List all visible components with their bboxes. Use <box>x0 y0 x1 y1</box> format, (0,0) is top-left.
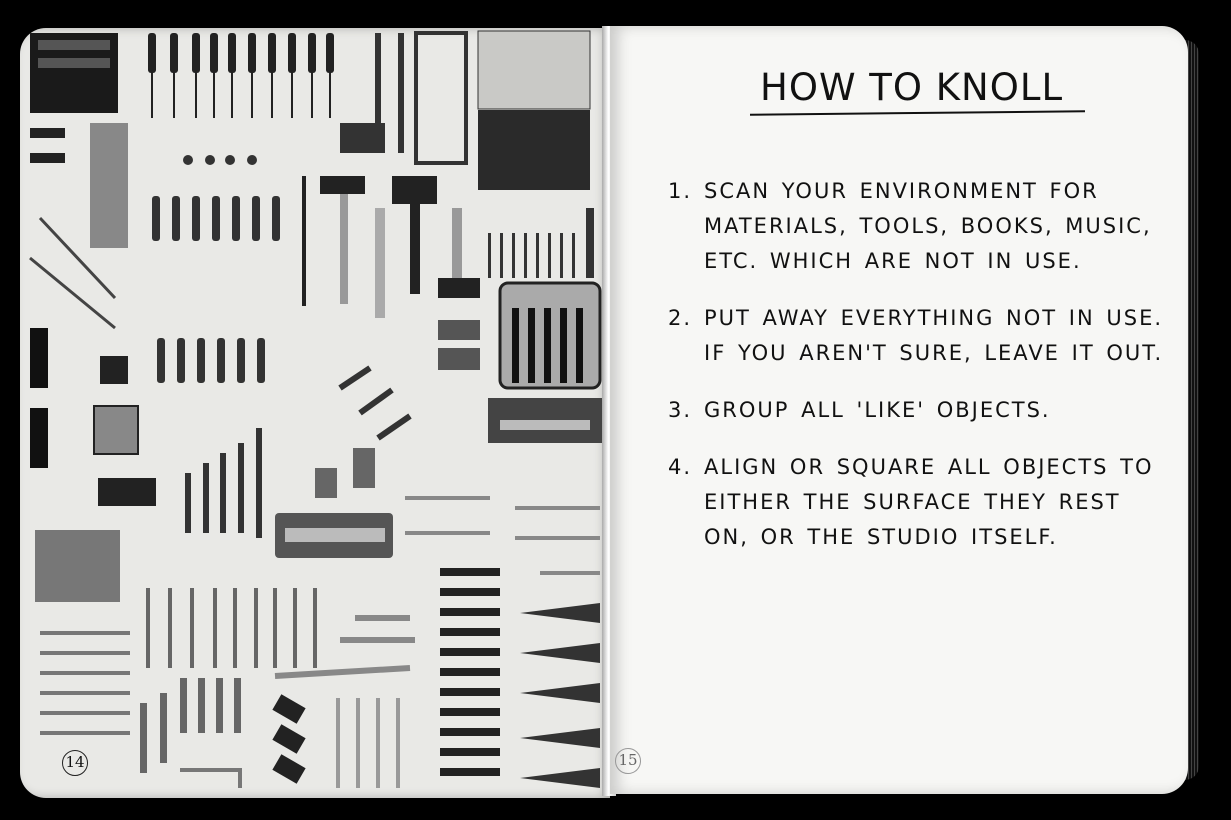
step-item <box>668 174 1168 279</box>
right-page-notes <box>610 26 1188 794</box>
step-text: GROUP ALL 'LIKE' OBJECTS. <box>704 398 1051 422</box>
step-number: 2. <box>668 306 693 330</box>
step-text: PUT AWAY EVERYTHING NOT IN USE. IF YOU AREN'T SURE, LEAVE IT OUT. <box>704 306 1164 365</box>
step-text: SCAN YOUR ENVIRONMENT FOR MATERIALS, TOOLS, BOOKS, MUSIC, ETC. WHICH ARE NOT IN USE. <box>704 179 1152 273</box>
step-item <box>668 450 1168 555</box>
page-number-left: 14 <box>62 750 88 776</box>
page-title: HOW TO KNOLL <box>760 66 1064 109</box>
step-item <box>668 393 1168 428</box>
step-number: 3. <box>668 398 693 422</box>
step-number: 4. <box>668 455 693 479</box>
title-underline <box>750 110 1085 116</box>
steps-list <box>668 174 1168 577</box>
step-item <box>668 301 1168 371</box>
page-number-right: 15 <box>615 748 641 774</box>
step-text: ALIGN OR SQUARE ALL OBJECTS TO EITHER THE SURFACE THEY REST ON, OR THE STUDIO ITSELF. <box>704 455 1154 549</box>
step-number: 1. <box>668 179 693 203</box>
tools-photo-illustration <box>20 28 610 798</box>
left-page-photo <box>20 28 610 798</box>
